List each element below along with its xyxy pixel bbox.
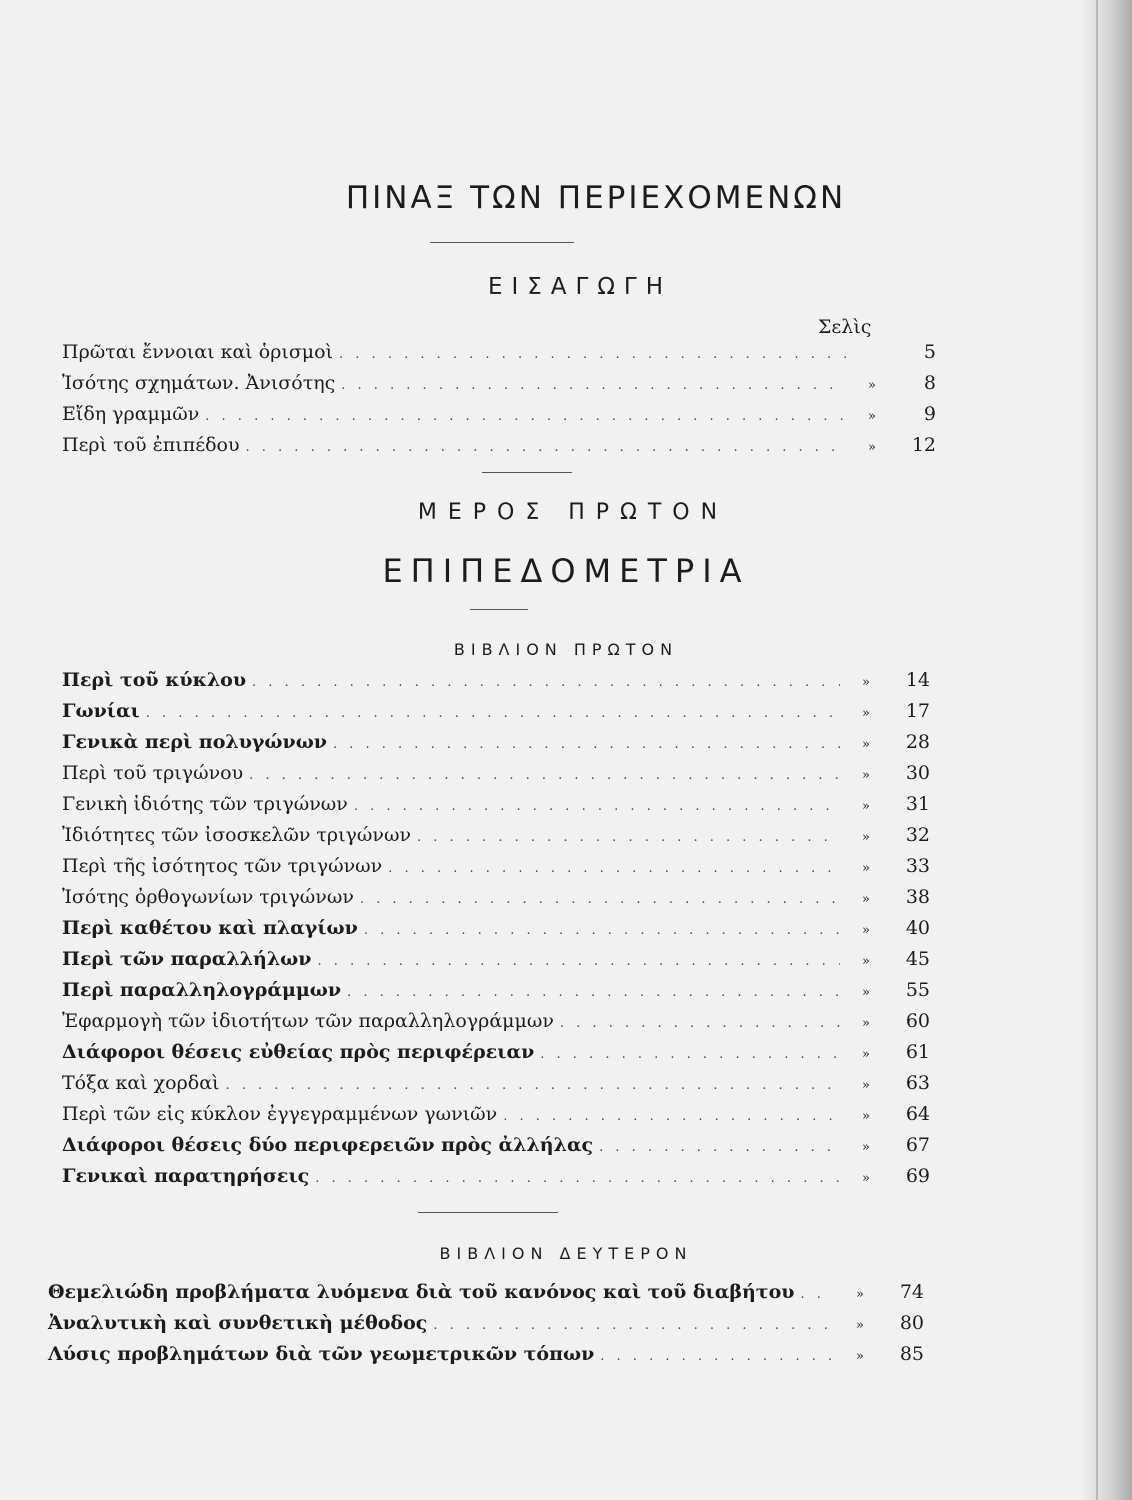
toc-entry — [48, 1280, 924, 1307]
toc-entry — [62, 1164, 930, 1191]
toc-entry — [62, 854, 930, 881]
ditto-mark: » — [862, 1047, 870, 1062]
dot-leader — [252, 671, 840, 695]
toc-entry — [62, 885, 930, 912]
dot-leader — [360, 888, 840, 912]
page-number: 85 — [899, 1343, 924, 1365]
page-number: 9 — [923, 403, 936, 425]
part-title: ΕΠΙΠΕΔΟΜΕΤΡΙΑ — [382, 552, 750, 590]
page-edge-line — [1096, 0, 1098, 1500]
page-number: 40 — [905, 917, 930, 939]
ditto-mark: » — [862, 675, 870, 690]
ditto-mark: » — [862, 768, 870, 783]
ditto-mark: » — [862, 861, 870, 876]
page-number: 80 — [899, 1312, 924, 1334]
toc-entry — [62, 1040, 930, 1067]
toc-entry — [62, 402, 936, 429]
entry-title: Περὶ καθέτου καὶ πλαγίων — [62, 917, 358, 939]
page-number: 8 — [923, 372, 936, 394]
entry-title: Γενικὰ περὶ πολυγώνων — [62, 731, 327, 753]
page-number: 33 — [905, 855, 930, 877]
entry-title: Διάφοροι θέσεις εὐθείας πρὸς περιφέρειαν — [62, 1041, 535, 1063]
entry-title: Περὶ τῆς ἰσότητος τῶν τριγώνων — [62, 855, 383, 877]
ditto-mark: » — [862, 1109, 870, 1124]
ditto-mark: » — [856, 1318, 864, 1333]
dot-leader — [433, 1314, 834, 1338]
toc-entry — [62, 699, 930, 726]
entry-title: Περὶ παραλληλογράμμων — [62, 979, 342, 1001]
page-number: 5 — [923, 341, 936, 363]
page-number: 61 — [905, 1041, 930, 1063]
page-number: 38 — [905, 886, 930, 908]
entry-title: Γωνίαι — [62, 700, 140, 722]
dot-leader — [388, 857, 840, 881]
page-number: 32 — [905, 824, 930, 846]
dot-leader — [341, 374, 846, 398]
page-number: 63 — [905, 1072, 930, 1094]
toc-entry — [62, 916, 930, 943]
dot-leader — [146, 702, 840, 726]
ditto-mark: » — [868, 409, 876, 424]
dot-leader — [354, 795, 840, 819]
page-number: 17 — [905, 700, 930, 722]
entry-title: Λύσις προβλημάτων διὰ τῶν γεωμετρικῶν τόπων — [48, 1343, 595, 1365]
part-label: ΜΕΡΟΣ ΠΡΩΤΟΝ — [417, 500, 729, 525]
ditto-mark: » — [862, 1016, 870, 1031]
page-number: 14 — [905, 669, 930, 691]
entry-title: Γενικαὶ παρατηρήσεις — [62, 1165, 310, 1187]
ditto-mark: » — [862, 737, 870, 752]
dot-leader — [205, 405, 846, 429]
entry-title: Τόξα καὶ χορδαὶ — [62, 1072, 220, 1094]
entry-title: Πρῶται ἔννοιαι καὶ ὁρισμοὶ — [62, 341, 334, 363]
dot-leader — [600, 1345, 834, 1369]
dot-leader — [560, 1012, 840, 1036]
ditto-mark: » — [862, 706, 870, 721]
page-number: 12 — [911, 434, 936, 456]
entry-title: Περὶ τοῦ κύκλου — [62, 669, 247, 691]
title-divider — [430, 242, 574, 243]
dot-leader — [315, 1167, 840, 1191]
toc-entry — [62, 792, 930, 819]
ditto-mark: » — [862, 1140, 870, 1155]
toc-entry — [62, 823, 930, 850]
ditto-mark: » — [862, 1171, 870, 1186]
toc-entry — [62, 371, 936, 398]
ditto-mark: » — [862, 799, 870, 814]
ditto-mark: » — [862, 923, 870, 938]
entry-title: Ἰσότης σχημάτων. Ἀνισότης — [62, 372, 336, 394]
dot-leader — [246, 436, 846, 460]
ditto-mark: » — [862, 892, 870, 907]
toc-entry — [62, 1133, 930, 1160]
page-number: 74 — [899, 1281, 924, 1303]
page-number: 28 — [905, 731, 930, 753]
book-one-divider — [418, 1212, 558, 1213]
ditto-mark: » — [868, 378, 876, 393]
toc-entry — [62, 947, 930, 974]
toc-entry — [62, 668, 930, 695]
dot-leader — [599, 1136, 840, 1160]
entry-title: Θεμελιώδη προβλήματα λυόμενα διὰ τοῦ κανόνος καὶ τοῦ διαβήτου — [48, 1281, 795, 1303]
dot-leader — [800, 1283, 834, 1307]
toc-entry — [62, 978, 930, 1005]
entry-title: Περὶ τοῦ τριγώνου — [62, 762, 244, 784]
page-column-header — [818, 316, 871, 338]
toc-entry — [62, 433, 936, 460]
entry-title: Περὶ τῶν εἰς κύκλον ἐγγεγραμμένων γωνιῶν — [62, 1103, 498, 1125]
page-number: 60 — [905, 1010, 930, 1032]
dot-leader — [317, 950, 840, 974]
book-two-label: ΒΙΒΛΙΟΝ ΔΕΥΤΕΡΟΝ — [439, 1244, 693, 1263]
ditto-mark: » — [868, 440, 876, 455]
entry-title: Ἀναλυτικὴ καὶ συνθετικὴ μέθοδος — [48, 1312, 428, 1334]
intro-heading: ΕΙΣΑΓΩΓΗ — [487, 274, 673, 300]
intro-divider — [482, 472, 572, 473]
toc-entry — [62, 1071, 930, 1098]
toc-entry — [62, 340, 936, 367]
entry-title: Ἰδιότητες τῶν ἰσοσκελῶν τριγώνων — [62, 824, 411, 846]
entry-title: Περὶ τοῦ ἐπιπέδου — [62, 434, 240, 456]
toc-entry — [62, 1009, 930, 1036]
dot-leader — [503, 1105, 840, 1129]
entry-title: Ἐφαρμογὴ τῶν ἰδιοτήτων τῶν παραλληλογράμμων — [62, 1010, 554, 1032]
page-number: 67 — [905, 1134, 930, 1156]
entry-title: Διάφοροι θέσεις δύο περιφερειῶν πρὸς ἀλλήλας — [62, 1134, 594, 1156]
entry-title: Εἴδη γραμμῶν — [62, 403, 200, 425]
page-column-label: Σελὶς — [818, 316, 872, 338]
ditto-mark: » — [856, 1349, 864, 1364]
ditto-mark: » — [856, 1287, 864, 1302]
toc-entry — [62, 761, 930, 788]
entry-title: Γενικὴ ἰδιότης τῶν τριγώνων — [62, 793, 348, 815]
ditto-mark: » — [862, 830, 870, 845]
ditto-mark: » — [862, 1078, 870, 1093]
part-divider — [470, 609, 528, 610]
ditto-mark: » — [862, 985, 870, 1000]
toc-entry — [62, 1102, 930, 1129]
dot-leader — [347, 981, 840, 1005]
dot-leader — [364, 919, 840, 943]
dot-leader — [540, 1043, 840, 1067]
page-number: 69 — [905, 1165, 930, 1187]
page-title: ΠΙΝΑΞ ΤΩΝ ΠΕΡΙΕΧΟΜΕΝΩΝ — [345, 180, 847, 216]
dot-leader — [225, 1074, 840, 1098]
page-number: 55 — [905, 979, 930, 1001]
dot-leader — [417, 826, 840, 850]
toc-entry — [48, 1342, 924, 1369]
page-number: 30 — [905, 762, 930, 784]
page-edge-shadow — [1080, 0, 1132, 1500]
page-number: 31 — [905, 793, 930, 815]
toc-entry — [62, 730, 930, 757]
entry-title: Περὶ τῶν παραλλήλων — [62, 948, 312, 970]
toc-entry — [48, 1311, 924, 1338]
book-one-label: ΒΙΒΛΙΟΝ ΠΡΩΤΟΝ — [453, 640, 679, 659]
dot-leader — [333, 733, 840, 757]
entry-title: Ἰσότης ὀρθογωνίων τριγώνων — [62, 886, 354, 908]
page-number: 64 — [905, 1103, 930, 1125]
dot-leader — [249, 764, 840, 788]
ditto-mark: » — [862, 954, 870, 969]
dot-leader — [339, 343, 846, 367]
page-number: 45 — [905, 948, 930, 970]
